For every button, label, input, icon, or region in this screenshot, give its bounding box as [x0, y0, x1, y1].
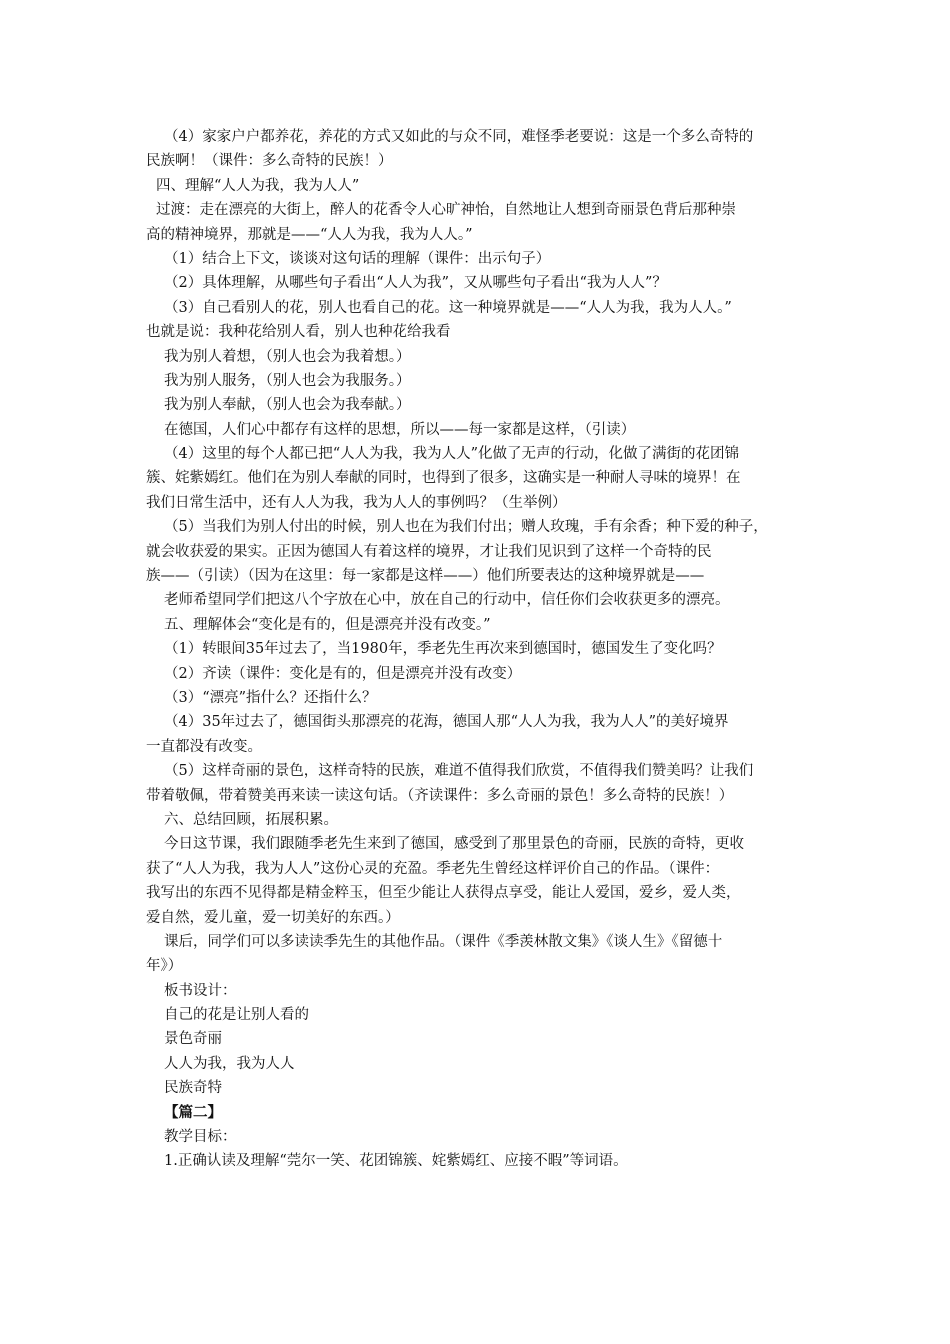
text-line: （3）“漂亮”指什么？还指什么？: [164, 689, 377, 706]
text-line: 我为别人着想，（别人也会为我着想。）: [164, 348, 411, 365]
text-line: 爱自然，爱儿童，爱一切美好的东西。）: [146, 909, 400, 926]
text-line: 年》）: [146, 958, 183, 975]
text-line: 我写出的东西不见得都是精金粹玉，但至少能让人获得点享受，能让人爱国，爱乡，爱人类，: [146, 885, 741, 902]
text-line: （4）这里的每个人都已把“人人为我，我为人人”化做了无声的行动，化做了满街的花团锦: [164, 446, 740, 463]
text-line: （5）当我们为别人付出的时候，别人也在为我们付出；赠人玫瑰，手有余香；种下爱的种子，: [164, 519, 768, 536]
document-body: [146, 125, 810, 1174]
text-line: （1）转眼间35年过去了，当1980年，季老先生再次来到德国时，德国发生了变化吗？: [164, 641, 722, 658]
text-line: 也就是说：我种花给别人看，别人也种花给我看: [146, 324, 451, 341]
text-line: 民族奇特: [164, 1080, 222, 1097]
text-line: 民族啊！（课件：多么奇特的民族！）: [146, 153, 393, 170]
text-line: 自己的花是让别人看的: [164, 1007, 309, 1024]
text-line: 人人为我，我为人人: [164, 1055, 295, 1072]
text-line: 教学目标：: [164, 1129, 237, 1146]
text-line: 我们日常生活中，还有人人为我，我为人人的事例吗？（生举例）: [146, 494, 567, 511]
text-line: （4）家家户户都养花，养花的方式又如此的与众不同，难怪季老要说：这是一个多么奇特的: [164, 129, 754, 145]
text-line: 获了“人人为我，我为人人”这份心灵的充盈。季老先生曾经这样评价自己的作品。（课件：: [146, 860, 720, 877]
text-line: （1）结合上下文，谈谈对这句话的理解（课件：出示句子）: [164, 250, 551, 267]
text-line: 老师希望同学们把这八个字放在心中，放在自己的行动中，信任你们会收获更多的漂亮。: [164, 592, 730, 609]
text-line: 簇、姹紫嫣红。他们在为别人奉献的同时，也得到了很多，这确实是一种耐人寻味的境界！在: [146, 470, 741, 487]
text-line: 一直都没有改变。: [146, 738, 262, 755]
text-line: （2）齐读（课件：变化是有的，但是漂亮并没有改变）: [164, 665, 522, 682]
text-line: 我为别人奉献，（别人也会为我奉献。）: [164, 397, 411, 414]
text-line: 过渡：走在漂亮的大街上，醉人的花香令人心旷神怡，自然地让人想到奇丽景色背后那种崇: [156, 202, 736, 219]
text-line: 今日这节课，我们跟随季老先生来到了德国，感受到了那里景色的奇丽，民族的奇特，更收: [164, 836, 744, 853]
text-line: （4）35年过去了，德国街头那漂亮的花海，德国人那“人人为我，我为人人”的美好境界: [164, 714, 729, 731]
text-line: 六、总结回顾，拓展积累。: [164, 811, 338, 828]
text-line: 课后，同学们可以多读读季先生的其他作品。（课件《季羡林散文集》《谈人生》《留德十: [164, 933, 723, 950]
text-line: 在德国，人们心中都存有这样的思想，所以——每一家都是这样，（引读）: [164, 421, 636, 438]
text-line: 就会收获爱的果实。正因为德国人有着这样的境界，才让我们见识到了这样一个奇特的民: [146, 543, 712, 560]
text-line: 四、理解“人人为我，我为人人”: [156, 177, 360, 194]
text-line: 带着敬佩，带着赞美再来读一读这句话。（齐读课件：多么奇丽的景色！多么奇特的民族！）: [146, 787, 734, 804]
text-line: 1.正确认读及理解“莞尔一笑、花团锦簇、姹紫嫣红、应接不暇”等词语。: [164, 1153, 628, 1170]
text-line: 景色奇丽: [164, 1031, 222, 1048]
text-line: 五、理解体会“变化是有的，但是漂亮并没有改变。”: [164, 616, 491, 633]
text-line: 【篇二】: [164, 1103, 222, 1121]
text-line: （5）这样奇丽的景色，这样奇特的民族，难道不值得我们欣赏，不值得我们赞美吗？让我们: [164, 763, 754, 780]
text-line: 族——（引读）（因为在这里：每一家都是这样——）他们所要表达的这种境界就是——: [146, 568, 705, 585]
text-line: （2）具体理解，从哪些句子看出“人人为我”，又从哪些句子看出“我为人人”？: [164, 275, 667, 292]
text-line: 板书设计：: [164, 982, 237, 999]
text-line: 高的精神境界，那就是——“人人为我，我为人人。”: [146, 226, 473, 243]
text-line: 我为别人服务，（别人也会为我服务。）: [164, 372, 411, 389]
text-line: （3）自己看别人的花，别人也看自己的花。这一种境界就是——“人人为我，我为人人。”: [164, 299, 732, 316]
